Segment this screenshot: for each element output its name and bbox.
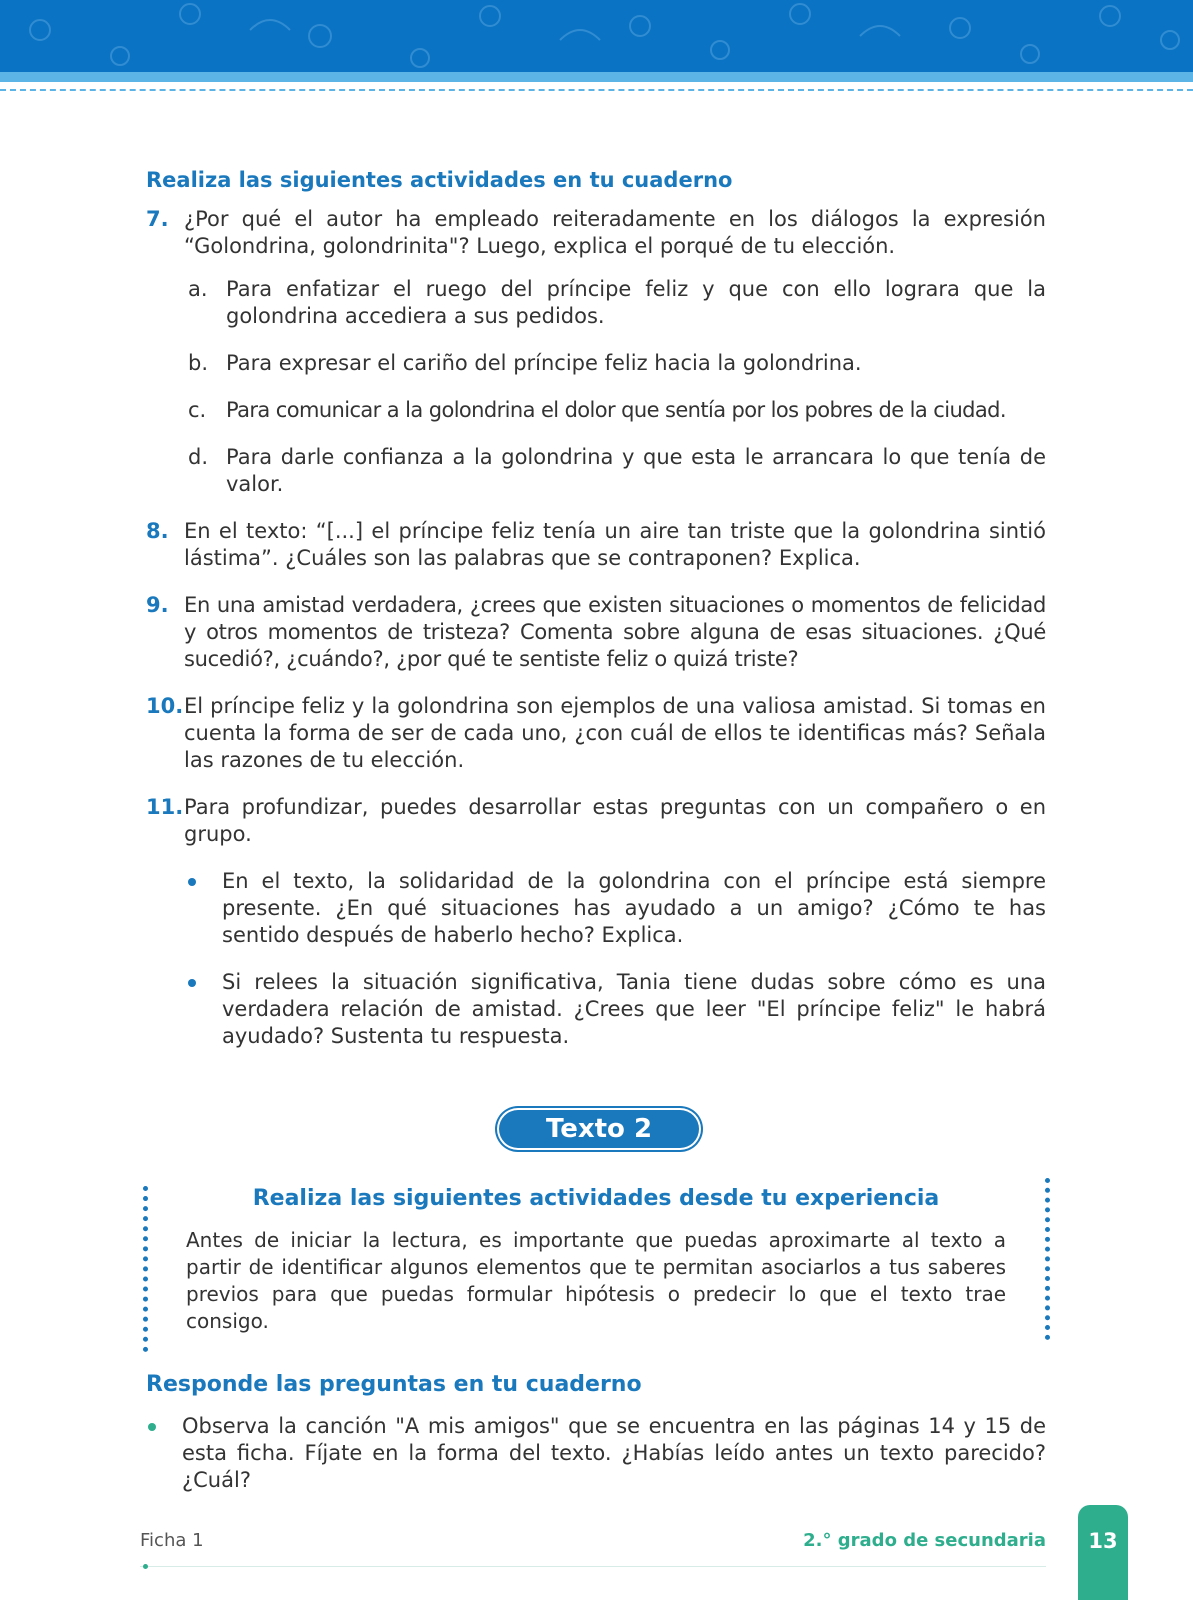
option-text: Para expresar el cariño del príncipe feliz hacia la golondrina. (226, 351, 862, 375)
people-icon (30, 20, 50, 40)
header-pattern (0, 0, 1193, 72)
lightbulb-icon (309, 25, 331, 47)
responde-text: Observa la canción "A mis amigos" que se encuentra en las páginas 14 y 15 de esta ficha. Fíjate en la forma del texto. ¿Habías leído antes un texto parecido? ¿Cuál? (182, 1414, 1046, 1492)
question-text: En una amistad verdadera, ¿crees que existen situaciones o momentos de felicidad y otros momentos de tristeza? Comenta sobre alguna de esas situaciones. ¿Qué sucedió?, ¿cuándo?, ¿por qué te sentiste feliz o quizá triste? (184, 593, 1046, 671)
options-list (146, 276, 1046, 498)
question-number: 11. (146, 795, 184, 819)
question-number: 10. (146, 694, 184, 718)
bullet-dot-icon (148, 1423, 156, 1431)
question-number: 9. (146, 593, 169, 617)
experience-title: Realiza las siguientes actividades desde tu experiencia (252, 1186, 940, 1211)
footer-grade: 2.° grado de secundaria (803, 1530, 1046, 1551)
question-text: El príncipe feliz y la golondrina son ejemplos de una valiosa amistad. Si tomas en cuenta la forma de ser de cada uno, ¿con cuál de ellos te identificas más? Señala las razones de tu elección. (184, 694, 1046, 772)
question-10 (146, 693, 1046, 774)
bullet-item (146, 969, 1046, 1050)
option-letter: c. (188, 398, 207, 422)
bullet-text: En el texto, la solidaridad de la golondrina con el príncipe está siempre presente. ¿En qué situaciones has ayudado a un amigo? ¿Cómo te has sentido después de haberlo hecho? Explica. (222, 869, 1046, 947)
question-number: 7. (146, 207, 169, 231)
section-responde (146, 1372, 1046, 1494)
section-title: Realiza las siguientes actividades en tu cuaderno (146, 168, 733, 192)
option-text: Para comunicar a la golondrina el dolor que sentía por los pobres de la ciudad. (226, 398, 1006, 422)
question-7 (146, 206, 1046, 260)
option-text: Para darle confianza a la golondrina y que esta le arrancara lo que tenía de valor. (226, 445, 1046, 496)
header-dashed-line (0, 89, 1193, 91)
question-text: ¿Por qué el autor ha empleado reiteradamente en los diálogos la expresión “Golondrina, golondrinita"? Luego, explica el porqué de tu elección. (184, 207, 1046, 258)
question-8 (146, 518, 1046, 572)
dotted-border-left (143, 1186, 148, 1352)
question-9 (146, 592, 1046, 673)
bullet-item (146, 868, 1046, 949)
option-letter: b. (188, 351, 209, 375)
question-11 (146, 794, 1046, 848)
experience-box (186, 1186, 1006, 1335)
swirl-icon (250, 20, 290, 30)
bullet-dot-icon (188, 979, 196, 987)
option-letter: a. (188, 277, 208, 301)
header-stripe (0, 72, 1193, 82)
footer-divider (140, 1566, 1046, 1567)
header-band (0, 0, 1193, 72)
option-c (146, 397, 1046, 424)
question-number: 8. (146, 519, 169, 543)
experience-text: Antes de iniciar la lectura, es importante que puedas aproximarte al texto a partir de identificar algunos elementos que te permitan asociarlos a tus saberes previos para que puedas formular hipótesis o predecir lo que el texto trae consigo. (186, 1228, 1006, 1333)
option-text: Para enfatizar el ruego del príncipe feliz y que con ello lograra que la golondrina accediera a sus pedidos. (226, 277, 1046, 328)
texto-2-heading: Texto 2 (499, 1110, 699, 1148)
option-d (146, 444, 1046, 498)
responde-bullet (146, 1413, 1046, 1494)
bullet-dot-icon (188, 878, 196, 886)
bullet-text: Si relees la situación significativa, Tania tiene dudas sobre cómo es una verdadera relación de amistad. ¿Crees que leer "El príncipe feliz" le habrá ayudado? Sustenta tu respuesta. (222, 970, 1046, 1048)
question-text: Para profundizar, puedes desarrollar estas preguntas con un compañero o en grupo. (184, 795, 1046, 846)
footer-ficha: Ficha 1 (140, 1530, 204, 1551)
dotted-border-right (1045, 1178, 1050, 1340)
click-icon (790, 4, 810, 24)
option-letter: d. (188, 445, 209, 469)
responde-title: Responde las preguntas en tu cuaderno (146, 1372, 642, 1397)
option-a (146, 276, 1046, 330)
option-b (146, 350, 1046, 377)
gear-icon (180, 4, 200, 24)
question-text: En el texto: “[...] el príncipe feliz tenía un aire tan triste que la golondrina sintió lástima”. ¿Cuáles son las palabras que se contraponen? Explica. (184, 519, 1046, 570)
footer-dot-icon (143, 1564, 148, 1569)
smiley-icon (111, 47, 129, 65)
section-activities (146, 168, 1046, 1070)
page-number: 13 (1078, 1505, 1128, 1600)
